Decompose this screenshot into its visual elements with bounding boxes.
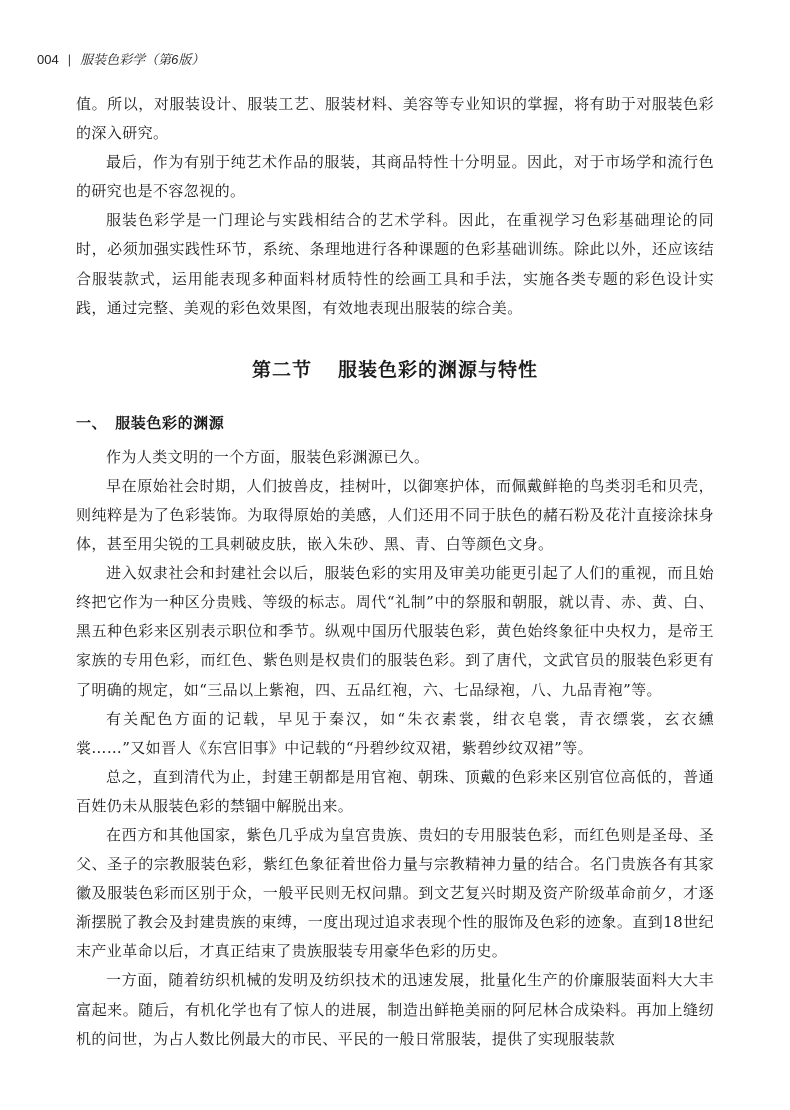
- subsection-number: 一、: [76, 413, 108, 432]
- paragraph: 服装色彩学是一门理论与实践相结合的艺术学科。因此，在重视学习色彩基础理论的同时，必须加强实践性环节，系统、条理地进行各种课题的色彩基础训练。除此以外，还应该结合服装款式，运用能表现多种面料材质特性的绘画工具和手法，实施各类专题的彩色设计实践，通过完整、美观的彩色效果图，有效地表现出服装的综合美。: [76, 211, 714, 317]
- book-title: 服装色彩学（第6版）: [80, 52, 205, 67]
- paragraph: 总之，直到清代为止，封建王朝都是用官袍、朝珠、顶戴的色彩来区别官位高低的，普通百姓仍未从服装色彩的禁锢中解脱出来。: [76, 767, 714, 815]
- paragraph: 早在原始社会时期，人们披兽皮，挂树叶，以御寒护体，而佩戴鲜艳的鸟类羽毛和贝壳，则纯粹是为了色彩装饰。为取得原始的美感，人们还用不同于肤色的赭石粉及花汁直接涂抹身体，甚至用尖锐的工具刺破皮肤，嵌入朱砂、黑、青、白等颜色文身。: [76, 476, 714, 554]
- page-body: [76, 90, 714, 1054]
- section-number: 第二节: [251, 358, 312, 381]
- page-number: 004: [37, 52, 59, 67]
- paragraph: 一方面，随着纺织机械的发明及纺织技术的迅速发展，批量化生产的价廉服装面料大大丰富起来。随后，有机化学也有了惊人的进展，制造出鲜艳美丽的阿尼林合成染料。再加上缝纫机的问世，为占人数比例最大的市民、平民的一般日常服装，提供了实现服装款: [76, 971, 714, 1048]
- section-title: 服装色彩的渊源与特性: [338, 358, 539, 381]
- paragraph: 有关配色方面的记载，早见于秦汉，如“朱衣素裳，绀衣皂裳，青衣缥裳，玄衣纁裳……”又如晋人《东宫旧事》中记载的“丹碧纱纹双裙，紫碧纱纹双裙”等。: [76, 709, 714, 757]
- paragraph: 在西方和其他国家，紫色几乎成为皇宫贵族、贵妇的专用服装色彩，而红色则是圣母、圣父、圣子的宗教服装色彩，紫红色象征着世俗力量与宗教精神力量的结合。名门贵族各有其家徽及服装色彩而区别于众，一般平民则无权问鼎。到文艺复兴时期及资产阶级革命前夕，才逐渐摆脱了教会及封建贵族的束缚，一度出现过追求表现个性的服饰及色彩的迹象。直到18世纪末产业革命以后，才真正结束了贵族服装专用豪华色彩的历史。: [76, 825, 714, 961]
- paragraph: 作为人类文明的一个方面，服装色彩渊源已久。: [106, 447, 430, 466]
- header-separator: |: [67, 52, 72, 67]
- section-heading: [76, 355, 714, 385]
- subsection-title: 服装色彩的渊源: [115, 413, 225, 432]
- subsection-heading: [76, 411, 714, 435]
- running-header: [37, 49, 204, 68]
- paragraph: 进入奴隶社会和封建社会以后，服装色彩的实用及审美功能更引起了人们的重视，而且始终把它作为一种区分贵贱、等级的标志。周代“礼制”中的祭服和朝服，就以青、赤、黄、白、黑五种色彩来区别表示职位和季节。纵观中国历代服装色彩，黄色始终象征中央权力，是帝王家族的专用色彩，而红色、紫色则是权贵们的服装色彩。到了唐代，文武官员的服装色彩更有了明确的规定，如“三品以上紫袍，四、五品红袍，六、七品绿袍，八、九品青袍”等。: [76, 564, 714, 699]
- paragraph-continued: 值。所以，对服装设计、服装工艺、服装材料、美容等专业知识的掌握，将有助于对服装色彩的深入研究。: [76, 95, 714, 143]
- paragraph: 最后，作为有别于纯艺术作品的服装，其商品特性十分明显。因此，对于市场学和流行色的研究也是不容忽视的。: [76, 153, 714, 201]
